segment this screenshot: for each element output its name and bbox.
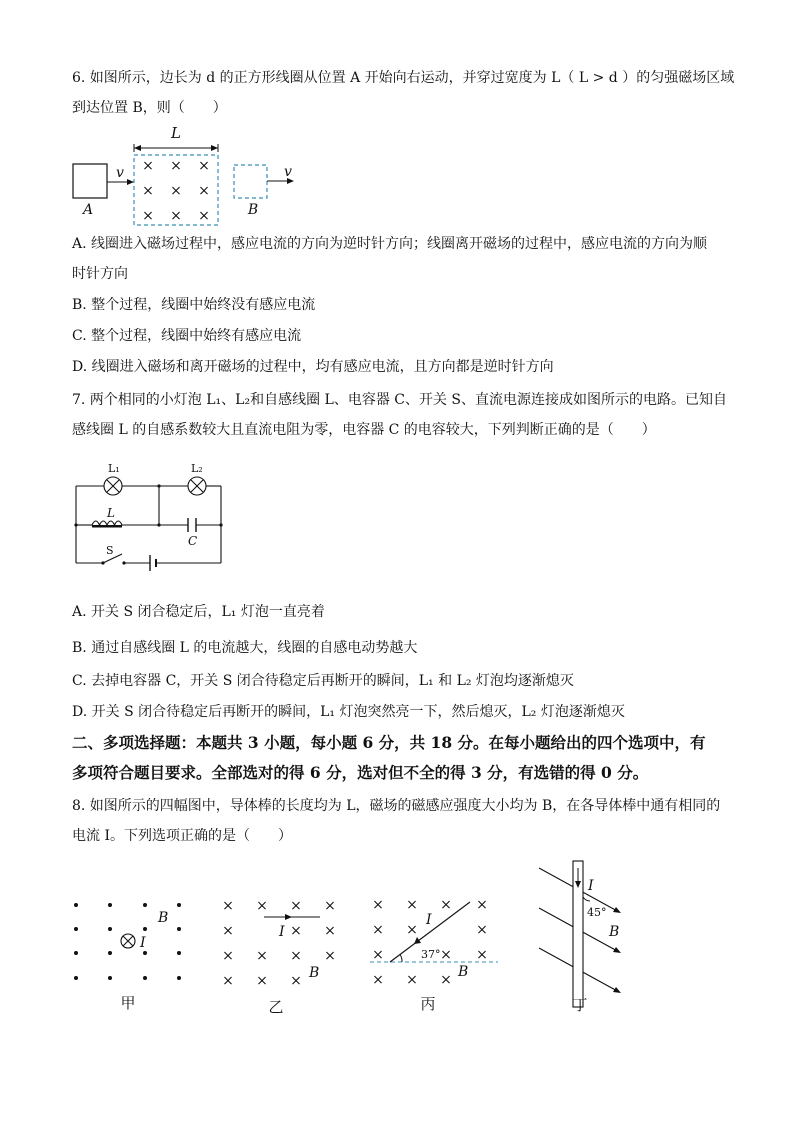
- section2-heading-line1: 二、多项选择题：本题共 3 小题，每小题 6 分，共 18 分。在每小题给出的四个选项中，有: [72, 733, 706, 752]
- svg-text:B: B: [609, 924, 620, 940]
- svg-text:×: ×: [198, 183, 210, 199]
- q6-stem-line1: 6. 如图所示，边长为 d 的正方形线圈从位置 A 开始向右运动，并穿过宽度为 L（ L > d ）的匀强磁场区域: [72, 70, 735, 86]
- q6-coil-B: [234, 165, 267, 198]
- q8-figure-bing: [362, 888, 502, 1018]
- svg-text:×: ×: [222, 898, 234, 914]
- label-L: L: [107, 506, 115, 520]
- caption-ding: 丁: [572, 996, 588, 1014]
- svg-text:×: ×: [372, 947, 384, 963]
- field-crosses-into-page: [372, 897, 488, 988]
- svg-text:×: ×: [198, 208, 210, 224]
- q6-label-A: A: [82, 202, 94, 218]
- svg-text:×: ×: [290, 923, 302, 939]
- inductor-coil: [92, 521, 122, 525]
- svg-text:B: B: [458, 964, 469, 980]
- svg-text:×: ×: [440, 972, 452, 988]
- svg-text:37°: 37°: [421, 948, 441, 961]
- svg-text:×: ×: [372, 922, 384, 938]
- svg-text:×: ×: [406, 972, 418, 988]
- svg-text:B: B: [158, 910, 169, 926]
- svg-text:×: ×: [476, 947, 488, 963]
- current-into-page-icon: [121, 934, 135, 948]
- svg-text:×: ×: [222, 973, 234, 989]
- svg-text:×: ×: [324, 898, 336, 914]
- svg-text:×: ×: [324, 923, 336, 939]
- svg-text:I: I: [588, 878, 594, 894]
- lamp-L2: [188, 477, 206, 495]
- q7-option-a: A. 开关 S 闭合稳定后，L₁ 灯泡一直亮着: [72, 604, 325, 620]
- label-S: S: [106, 544, 114, 557]
- svg-text:×: ×: [372, 897, 384, 913]
- q6-field-crosses: [142, 158, 210, 224]
- svg-text:×: ×: [372, 972, 384, 988]
- q6-label-B: B: [247, 202, 259, 218]
- svg-text:×: ×: [476, 922, 488, 938]
- caption-jia: 甲: [120, 994, 136, 1012]
- q6-option-d: D. 线圈进入磁场和离开磁场的过程中，均有感应电流，且方向都是逆时针方向: [72, 359, 554, 375]
- q7-option-c: C. 去掉电容器 C，开关 S 闭合待稳定后再断开的瞬间，L₁ 和 L₂ 灯泡均逐渐熄灭: [72, 673, 574, 689]
- svg-text:×: ×: [170, 158, 182, 174]
- q6-figure: [70, 122, 310, 228]
- q6-stem-line2: 到达位置 B，则（ ）: [72, 100, 227, 116]
- q8-stem-line1: 8. 如图所示的四幅图中，导体棒的长度均为 L，磁场的磁感应强度大小均为 B，在各导体棒中通有相同的: [72, 798, 721, 814]
- svg-text:I: I: [279, 924, 285, 940]
- q6-label-L: L: [171, 124, 181, 142]
- svg-text:×: ×: [290, 948, 302, 964]
- svg-text:×: ×: [290, 898, 302, 914]
- q6-option-a-line2: 时针方向: [72, 266, 128, 282]
- q8-figure-jia: [62, 888, 192, 1013]
- q7-circuit-figure: [70, 455, 230, 575]
- svg-text:×: ×: [256, 948, 268, 964]
- svg-text:×: ×: [476, 897, 488, 913]
- q8-figure-yi: [212, 888, 342, 1018]
- label-C: C: [188, 534, 198, 548]
- caption-bing: 丙: [420, 995, 436, 1013]
- svg-text:45°: 45°: [587, 906, 607, 919]
- svg-text:×: ×: [440, 897, 452, 913]
- q7-option-b: B. 通过自感线圈 L 的电流越大，线圈的自感电动势越大: [72, 640, 418, 656]
- svg-text:×: ×: [406, 922, 418, 938]
- svg-text:×: ×: [440, 947, 452, 963]
- svg-text:×: ×: [198, 158, 210, 174]
- svg-text:×: ×: [142, 158, 154, 174]
- svg-text:×: ×: [142, 208, 154, 224]
- svg-text:×: ×: [222, 923, 234, 939]
- svg-text:×: ×: [142, 183, 154, 199]
- q6-coil-A: [73, 164, 107, 198]
- label-L1: L₁: [108, 462, 120, 475]
- q8-figure-ding: [535, 858, 630, 1016]
- caption-yi: 乙: [268, 998, 284, 1016]
- q6-label-v-right: v: [284, 164, 292, 180]
- svg-text:×: ×: [324, 948, 336, 964]
- svg-text:×: ×: [406, 897, 418, 913]
- q7-option-d: D. 开关 S 闭合待稳定后再断开的瞬间，L₁ 灯泡突然亮一下，然后熄灭，L₂ 灯泡逐渐熄灭: [72, 704, 625, 720]
- q6-option-a-line1: A. 线圈进入磁场过程中，感应电流的方向为逆时针方向；线圈离开磁场的过程中，感应电流的方向为顺: [72, 236, 708, 252]
- svg-text:I: I: [140, 935, 146, 951]
- q6-option-b: B. 整个过程，线圈中始终没有感应电流: [72, 297, 316, 313]
- q7-stem-line2: 感线圈 L 的自感系数较大且直流电阻为零，电容器 C 的电容较大，下列判断正确的是（ ）: [72, 422, 656, 438]
- section2-heading-line2: 多项符合题目要求。全部选对的得 6 分，选对但不全的得 3 分，有选错的得 0 分。: [72, 763, 649, 782]
- label-L2: L₂: [191, 462, 203, 475]
- q6-option-c: C. 整个过程，线圈中始终有感应电流: [72, 328, 302, 344]
- svg-text:I: I: [426, 912, 432, 928]
- svg-text:×: ×: [222, 948, 234, 964]
- svg-text:B: B: [309, 965, 320, 981]
- svg-text:×: ×: [170, 208, 182, 224]
- svg-text:×: ×: [290, 973, 302, 989]
- q6-label-v-left: v: [116, 165, 124, 181]
- svg-text:×: ×: [256, 898, 268, 914]
- q7-stem-line1: 7. 两个相同的小灯泡 L₁、L₂和自感线圈 L、电容器 C、开关 S、直流电源连接成如图所示的电路。已知自: [72, 392, 728, 408]
- lamp-L1: [104, 477, 122, 495]
- svg-text:×: ×: [256, 973, 268, 989]
- svg-text:×: ×: [170, 183, 182, 199]
- q8-stem-line2: 电流 I。下列选项正确的是（ ）: [72, 828, 292, 844]
